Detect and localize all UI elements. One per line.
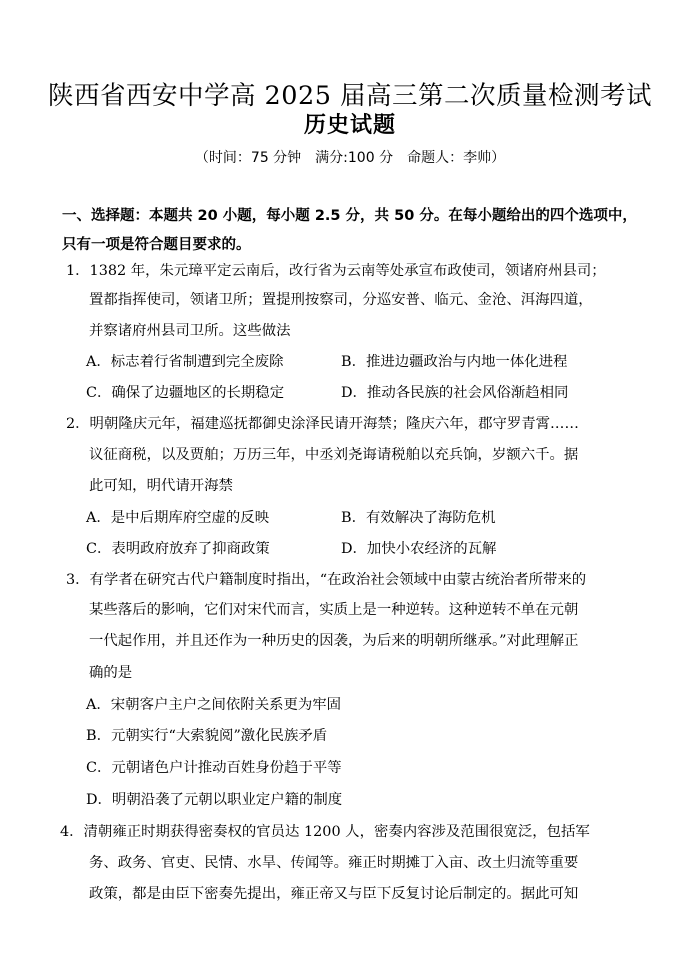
question-3-line-2: 某些落后的影响，它们对宋代而言，实质上是一种逆转。这种逆转不单在元朝 (89, 602, 579, 618)
question-3-line-4: 确的是 (89, 665, 133, 681)
question-3-option-a: A．宋朝客户主户之间依附关系更为牢固 (86, 697, 342, 713)
question-1-line-2: 置都指挥使司，领诸卫所；置提刑按察司，分巡安普、临元、金沧、洱海四道， (89, 292, 593, 308)
question-1-line-3: 并察诸府州县司卫所。这些做法 (89, 323, 291, 339)
question-2-option-d: D．加快小农经济的瓦解 (341, 541, 497, 557)
question-4-line-3: 政策，都是由臣下密奏先提出，雍正帝又与臣下反复讨论后制定的。据此可知 (89, 886, 579, 902)
exam-title: 陕西省西安中学高 2025 届高三第二次质量检测考试 (47, 81, 653, 111)
question-2-line-3: 此可知，明代请开海禁 (89, 478, 233, 494)
question-2-line-1: 2．明朝隆庆元年，福建巡抚都御史涂泽民请开海禁；隆庆六年，郡守罗青霄…… (66, 416, 579, 432)
question-4-line-1: 4．清朝雍正时期获得密奏权的官员达 1200 人，密奏内容涉及范围很宽泛，包括军 (60, 824, 590, 840)
question-1-option-a: A．标志着行省制遭到完全废除 (86, 354, 284, 370)
question-2-line-2: 议征商税，以及贾舶；万历三年，中丞刘尧诲请税舶以充兵饷，岁额六千。据 (89, 447, 579, 463)
question-2-option-a: A．是中后期库府空虚的反映 (86, 510, 270, 526)
question-1-line-1: 1．1382 年，朱元璋平定云南后，改行省为云南等处承宣布政使司，领诸府州县司； (66, 263, 606, 279)
exam-info: （时间：75 分钟 满分:100 分 命题人：李帅） (194, 150, 506, 166)
question-3-option-b: B．元朝实行“大索貌阅”激化民族矛盾 (86, 728, 328, 744)
section-instruction-line-1: 一、选择题：本题共 20 小题，每小题 2.5 分，共 50 分。在每小题给出的四个选项中， (62, 208, 637, 224)
question-1-option-c: C．确保了边疆地区的长期稳定 (86, 385, 285, 401)
question-3-option-d: D．明朝沿袭了元朝以职业定户籍的制度 (86, 792, 343, 808)
question-2-option-c: C．表明政府放弃了抑商政策 (86, 541, 270, 557)
question-3-option-c: C．元朝诸色户计推动百姓身份趋于平等 (86, 760, 342, 776)
question-3-line-1: 3．有学者在研究古代户籍制度时指出，“在政治社会领域中由蒙古统治者所带来的 (66, 572, 587, 588)
question-1-option-d: D．推动各民族的社会风俗渐趋相同 (341, 385, 569, 401)
section-instruction-line-2: 只有一项是符合题目要求的。 (62, 237, 251, 253)
exam-subtitle: 历史试题 (303, 112, 396, 138)
question-4-line-2: 务、政务、官吏、民情、水旱、传闻等。雍正时期摊丁入亩、改土归流等重要 (89, 855, 579, 871)
question-3-line-3: 一代起作用，并且还作为一种历史的因袭，为后来的明朝所继承。”对此理解正 (89, 633, 579, 649)
question-2-option-b: B．有效解决了海防危机 (341, 510, 496, 526)
question-1-option-b: B．推进边疆政治与内地一体化进程 (341, 354, 568, 370)
